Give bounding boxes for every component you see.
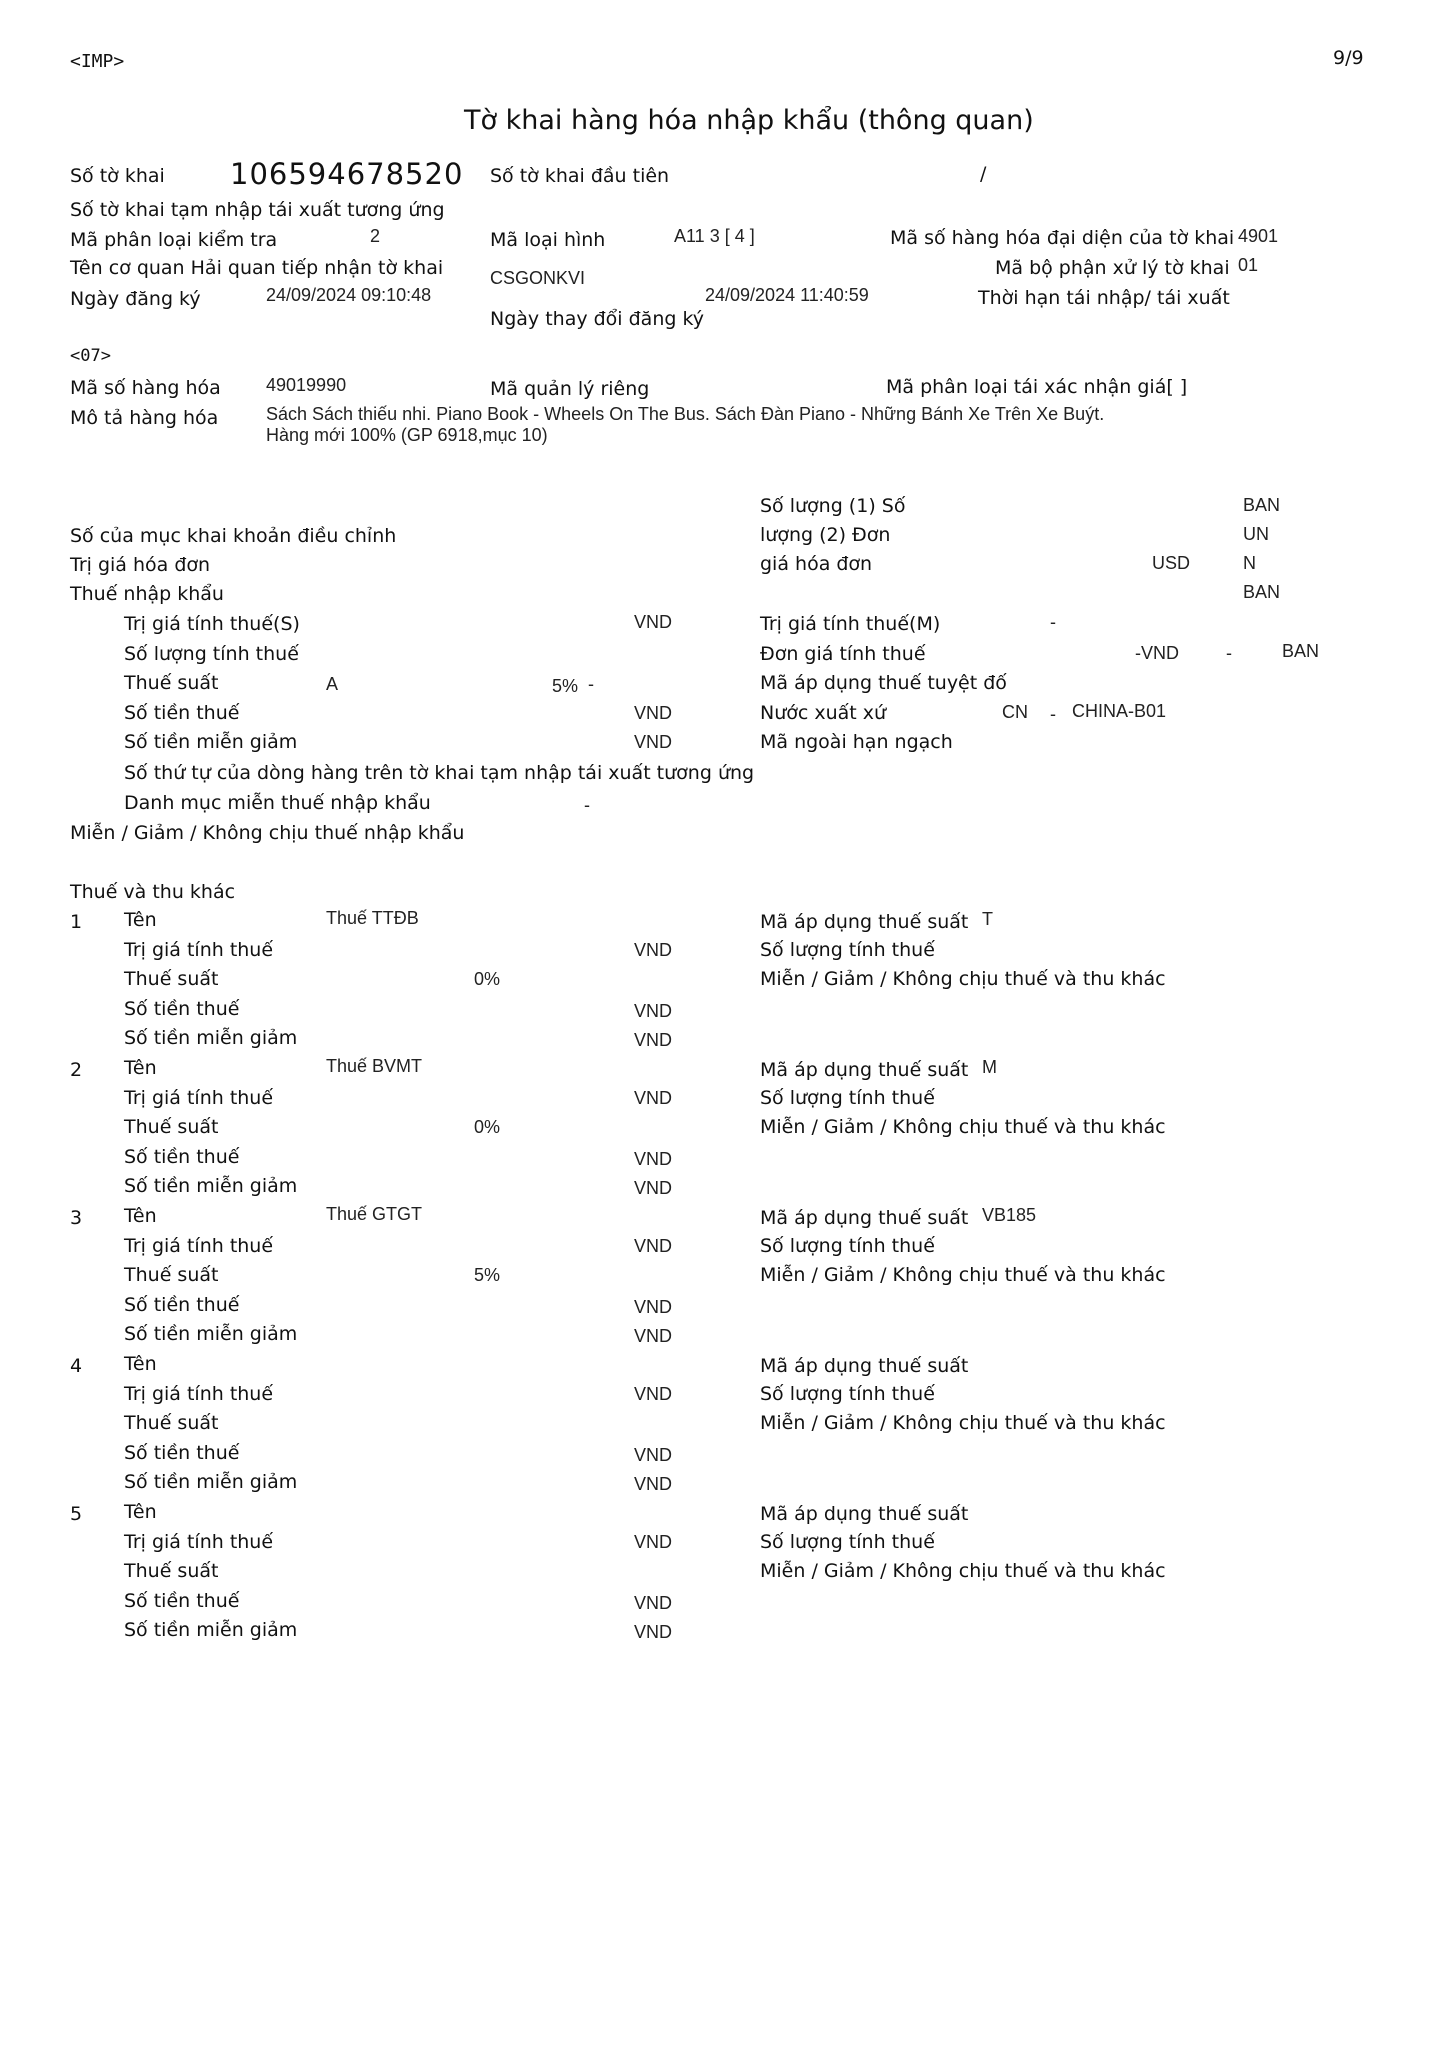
ngay-thay-doi-label: Ngày thay đổi đăng ký [490,308,705,330]
so-luong-tinh-thue-label: Số lượng tính thuế [124,643,299,665]
ngoai-han-ngach-label: Mã ngoài hạn ngạch [760,731,953,753]
tax-mien-giam-currency: VND [634,1326,673,1346]
ma-quan-ly-rieng-label: Mã quản lý riêng [490,378,650,400]
tax-so-tien-currency: VND [634,1592,673,1613]
tuyet-doi-label: Mã áp dụng thuế tuyệt đố [760,672,1007,694]
tax-tri-gia-label: Trị giá tính thuế [124,1382,274,1405]
tax-so-tien-label: Số tiền thuế [124,1145,240,1168]
so-tien-thue-label: Số tiền thuế [124,702,240,724]
bo-phan-value: 01 [1238,255,1259,275]
tri-gia-hoa-don-label: Trị giá hóa đơn [70,554,211,576]
tax-thue-suat-label: Thuế suất [124,1116,219,1138]
don-gia-tinh-thue-label: Đơn giá tính thuế [760,643,926,665]
item-index: <07> [70,346,111,366]
thue-suat-label: Thuế suất [124,672,219,694]
thue-suat-code: A [326,674,339,694]
tri-gia-m-label: Trị giá tính thuế(M) [760,613,941,635]
danh-muc-dash: - [584,795,590,815]
tax-mien-label: Miễn / Giảm / Không chịu thuế và thu khác [760,968,1166,990]
tax-mien-giam-label: Số tiền miễn giảm [124,1027,298,1049]
mien-giam-nhap-khau-label: Miễn / Giảm / Không chịu thuế nhập khẩu [70,822,465,844]
thu-tu-dong-hang-label: Số thứ tự của dòng hàng trên tờ khai tạm nhập tái xuất tương ứng [124,762,755,784]
mo-ta-line-1: Sách Sách thiếu nhi. Piano Book - Wheels On The Bus. Sách Đàn Piano - Những Bánh Xe Trên Xe Buýt. [266,404,1105,424]
tax-mien-label: Miễn / Giảm / Không chịu thuế và thu khác [760,1560,1166,1582]
tax-ma-ap-dung-value: M [982,1057,997,1077]
tax-so-tien-currency: VND [634,1148,673,1169]
tri-gia-s-label: Trị giá tính thuế(S) [124,613,300,635]
mo-ta-line-2: Hàng mới 100% (GP 6918,mục 10) [266,425,548,445]
thue-suat-dash: - [588,674,594,694]
tax-mien-giam-currency: VND [634,1178,673,1198]
xuat-xu-code: CN [1002,702,1028,722]
tax-mien-giam-currency: VND [634,1474,673,1494]
tax-mien-giam-label: Số tiền miễn giảm [124,1619,298,1641]
tax-tri-gia-currency: VND [634,1531,673,1552]
mien-giam-currency: VND [634,732,673,752]
mo-ta-label: Mô tả hàng hóa [70,407,219,429]
tax-so-luong-label: Số lượng tính thuế [760,1086,935,1109]
dieu-chinh-label: Số của mục khai khoản điều chỉnh [70,525,397,547]
so-tien-thue-currency: VND [634,703,673,723]
tax-ma-ap-dung-label: Mã áp dụng thuế suất [760,1207,969,1229]
tax-name-label: Tên [124,1501,157,1523]
tax-so-tien-label: Số tiền thuế [124,1441,240,1464]
tax-ma-ap-dung-label: Mã áp dụng thuế suất [760,1355,969,1377]
tax-tri-gia-label: Trị giá tính thuế [124,1530,274,1553]
tax-tri-gia-currency: VND [634,939,673,960]
tax-so-tien-currency: VND [634,1000,673,1021]
thue-nhap-khau-label: Thuế nhập khẩu [70,583,224,605]
tax-tri-gia-currency: VND [634,1383,673,1404]
tax-so-tien-label: Số tiền thuế [124,997,240,1020]
tax-tri-gia-label: Trị giá tính thuế [124,1086,274,1109]
thoi-han-label: Thời hạn tái nhập/ tái xuất [978,287,1230,309]
ma-so-hang-hoa-value: 49019990 [266,375,347,395]
tax-thue-suat-label: Thuế suất [124,1412,219,1434]
tax-so-luong-label: Số lượng tính thuế [760,1530,935,1553]
ma-so-dai-dien-value: 4901 [1238,226,1279,246]
ma-loai-hinh-value: A11 3 [ 4 ] [674,226,755,246]
tax-row-number: 2 [70,1059,83,1081]
quantity-unit-2: UN [1243,524,1269,544]
tax-row-number: 4 [70,1355,83,1377]
tax-thue-suat-label: Thuế suất [124,1560,219,1582]
document-tag: <IMP> [70,51,125,72]
tax-row-number: 1 [70,911,83,933]
ngay-thay-doi-value: 24/09/2024 11:40:59 [705,285,869,305]
tri-gia-s-currency: VND [634,612,673,632]
tax-ma-ap-dung-label: Mã áp dụng thuế suất [760,1503,969,1525]
tax-thue-suat-value: 5% [474,1265,501,1285]
tax-mien-giam-label: Số tiền miễn giảm [124,1175,298,1197]
ma-so-dai-dien-label: Mã số hàng hóa đại diện của tờ khai [890,227,1235,249]
thue-suat-value: 5% [552,676,579,696]
tax-mien-giam-currency: VND [634,1030,673,1050]
bo-phan-label: Mã bộ phận xử lý tờ khai [995,257,1230,279]
quantity-line-1: Số lượng (1) Số [760,495,906,517]
so-to-khai-label: Số tờ khai [70,165,165,187]
tax-tri-gia-label: Trị giá tính thuế [124,1234,274,1257]
co-quan-value: CSGONKVI [490,268,586,288]
tax-so-luong-label: Số lượng tính thuế [760,1382,935,1405]
quantity-line-3: giá hóa đơn [760,553,873,575]
tax-mien-giam-label: Số tiền miễn giảm [124,1471,298,1493]
invoice-currency: USD [1152,553,1191,573]
co-quan-label: Tên cơ quan Hải quan tiếp nhận tờ khai [70,257,444,279]
tax-mien-label: Miễn / Giảm / Không chịu thuế và thu khác [760,1412,1166,1434]
tax-so-tien-currency: VND [634,1444,673,1465]
tax-mien-giam-currency: VND [634,1622,673,1642]
tax-mien-giam-label: Số tiền miễn giảm [124,1323,298,1345]
tax-ma-ap-dung-label: Mã áp dụng thuế suất [760,911,969,933]
tax-ma-ap-dung-value: T [982,909,993,929]
tax-mien-label: Miễn / Giảm / Không chịu thuế và thu khác [760,1264,1166,1286]
tax-so-tien-label: Số tiền thuế [124,1293,240,1316]
tax-name-label: Tên [124,909,157,931]
quantity-unit-3: N [1243,553,1256,573]
don-gia-dash: - [1226,643,1232,663]
tax-so-tien-currency: VND [634,1296,673,1317]
tax-so-tien-label: Số tiền thuế [124,1589,240,1612]
ngay-dang-ky-label: Ngày đăng ký [70,288,201,310]
tax-mien-label: Miễn / Giảm / Không chịu thuế và thu khác [760,1116,1166,1138]
tax-tri-gia-currency: VND [634,1087,673,1108]
tax-name-label: Tên [124,1353,157,1375]
tax-name-label: Tên [124,1057,157,1079]
phan-loai-kiem-tra-value: 2 [370,226,381,246]
xuat-xu-dash: - [1050,704,1056,724]
tri-gia-m-dash: - [1050,612,1056,632]
so-to-khai-dau-tien-label: Số tờ khai đầu tiên [490,165,670,187]
tai-xac-nhan-label: Mã phân loại tái xác nhận giá[ ] [886,376,1188,398]
tax-thue-suat-label: Thuế suất [124,968,219,990]
ma-loai-hinh-label: Mã loại hình [490,229,606,251]
tax-name-label: Tên [124,1205,157,1227]
danh-muc-mien-thue-label: Danh mục miễn thuế nhập khẩu [124,792,431,814]
tax-so-luong-label: Số lượng tính thuế [760,1234,935,1257]
tax-ma-ap-dung-label: Mã áp dụng thuế suất [760,1059,969,1081]
tax-thue-suat-value: 0% [474,969,501,989]
tax-thue-suat-label: Thuế suất [124,1264,219,1286]
page-number: 9/9 [1333,47,1364,69]
so-to-khai-value: 106594678520 [230,157,464,191]
ma-so-hang-hoa-label: Mã số hàng hóa [70,377,221,399]
page-title: Tờ khai hàng hóa nhập khẩu (thông quan) [464,105,1034,136]
tax-thue-suat-value: 0% [474,1117,501,1137]
quantity-line-2: lượng (2) Đơn [760,524,891,546]
tax-name-value: Thuế TTĐB [326,908,419,928]
tax-name-value: Thuế BVMT [326,1056,423,1076]
tax-so-luong-label: Số lượng tính thuế [760,938,935,961]
slash-separator: / [980,163,987,185]
quantity-unit-1: BAN [1243,495,1281,515]
don-gia-currency: -VND [1135,643,1179,663]
tax-name-value: Thuế GTGT [326,1204,423,1224]
tax-ma-ap-dung-value: VB185 [982,1205,1037,1225]
tax-row-number: 5 [70,1503,83,1525]
phan-loai-kiem-tra-label: Mã phân loại kiểm tra [70,229,278,251]
tax-tri-gia-currency: VND [634,1235,673,1256]
xuat-xu-name: CHINA-B01 [1072,701,1167,721]
xuat-xu-label: Nước xuất xứ [760,702,887,724]
other-taxes-heading: Thuế và thu khác [70,881,236,903]
tax-row-number: 3 [70,1207,83,1229]
ngay-dang-ky-value: 24/09/2024 09:10:48 [266,285,432,305]
quantity-unit-4: BAN [1243,582,1281,602]
tam-nhap-label: Số tờ khai tạm nhập tái xuất tương ứng [70,199,445,221]
mien-giam-label: Số tiền miễn giảm [124,731,298,753]
don-gia-unit: BAN [1282,641,1320,661]
tax-tri-gia-label: Trị giá tính thuế [124,938,274,961]
